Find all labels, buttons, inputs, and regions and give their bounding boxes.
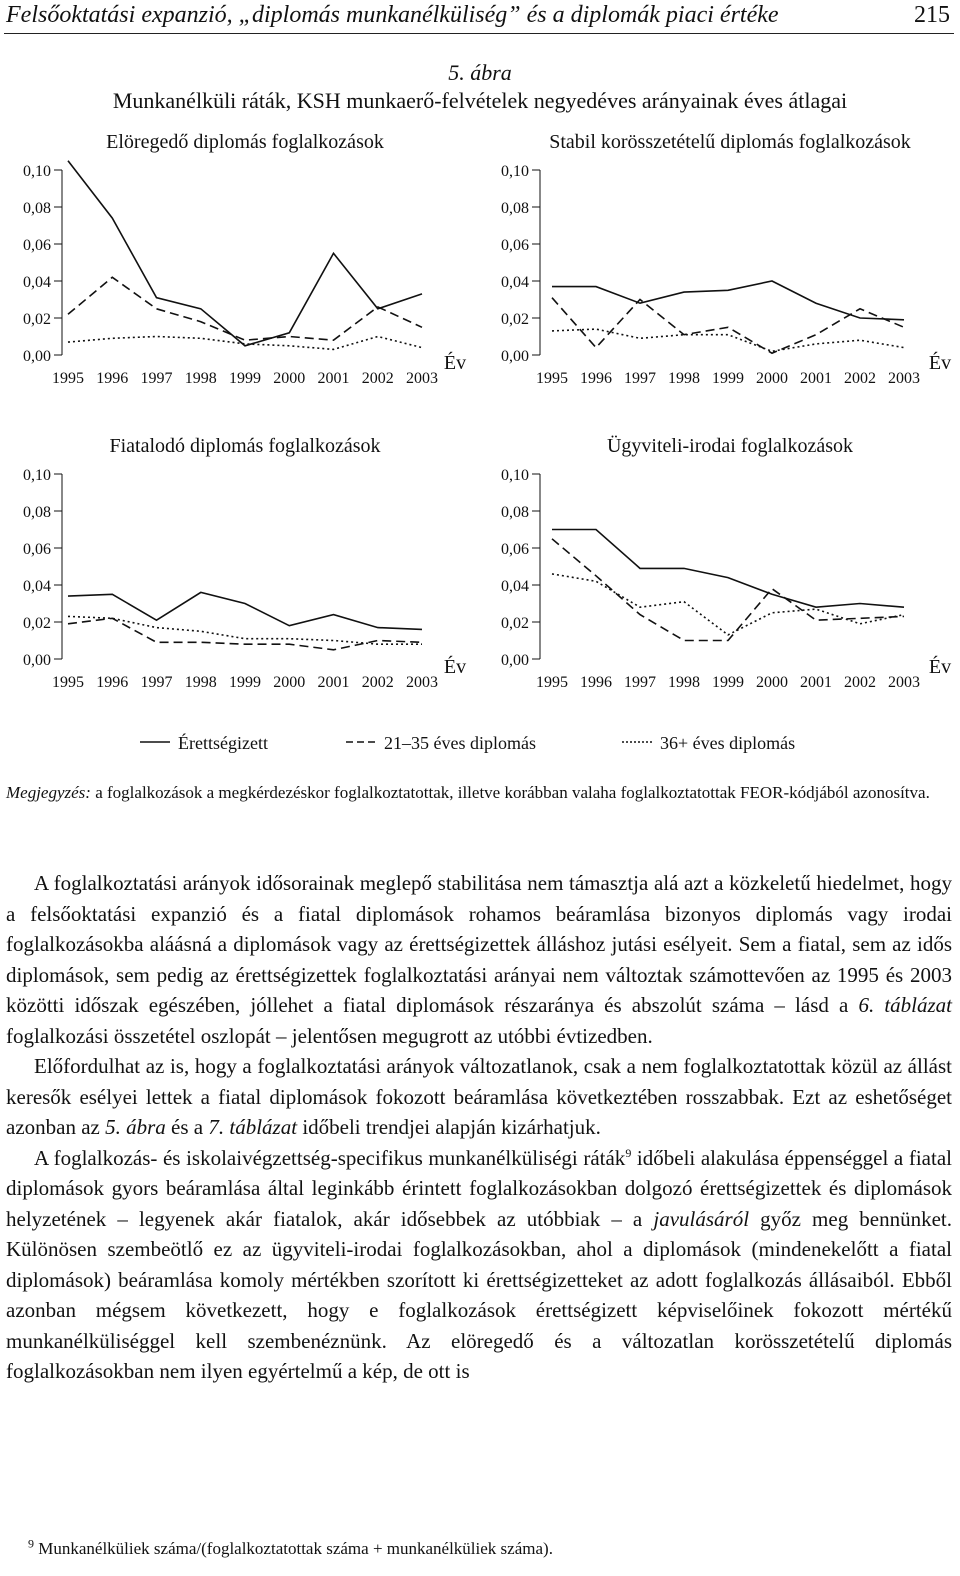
y-tick-label: 0,10 xyxy=(501,163,529,180)
note-text: a foglalkozások a megkérdezéskor foglalkoztatottak, illetve korábban valaha foglalkoztatottak FEOR-kódjából azonosítva. xyxy=(90,783,930,802)
legend-label: 21–35 éves diplomás xyxy=(384,733,536,753)
chart-aging-occupations xyxy=(0,130,480,387)
paragraph-text: A foglalkoztatási arányok idősorainak meglepő stabilitása nem támasztja alá azt a közkeletű hiedelmet, hogy a felsőoktatási expanzió és a fiatal diplomások rohamos beáramlása bizonyos diplomás vagy irodai foglalkozásokba aláásná a diplomások vagy az érettségizettek álláshoz jutási esélyeit. Sem a fiatal, sem az idős diplomások, sem pedig az érettségizettek foglalkoztatási arányai nem változtak számottevően az 1995 és 2003 közötti időszak egészében, jóllehet a fiatal diplomások részaránya és abszolút száma – lásd a xyxy=(6,871,952,1017)
footnote xyxy=(28,1537,950,1561)
y-tick-label: 0,08 xyxy=(501,504,529,521)
x-tick-label: 2001 xyxy=(800,370,832,387)
paragraph-text: időbeli trendjei alapján kizárhatjuk. xyxy=(297,1115,601,1139)
y-tick-label: 0,06 xyxy=(501,237,529,254)
x-tick-label: 2000 xyxy=(756,674,788,691)
x-axis-label: Év xyxy=(928,656,952,678)
chart-title: Ügyviteli-irodai foglalkozások xyxy=(606,435,854,457)
chart-legend xyxy=(0,727,960,759)
x-tick-label: 1996 xyxy=(580,674,612,691)
series-line-2 xyxy=(68,618,422,650)
x-tick-label: 1999 xyxy=(229,674,261,691)
series-line-2 xyxy=(68,277,422,340)
series-line-1 xyxy=(68,592,422,629)
x-tick-label: 1997 xyxy=(624,674,656,691)
footnote-marker: 9 xyxy=(625,1145,632,1160)
page-number: 215 xyxy=(914,2,950,28)
x-axis-label: Év xyxy=(443,352,467,374)
x-tick-label: 2000 xyxy=(273,370,306,387)
x-tick-label: 2003 xyxy=(406,674,438,691)
y-tick-label: 0,06 xyxy=(23,541,51,558)
emphasis: javulásáról xyxy=(653,1206,750,1231)
x-tick-label: 1995 xyxy=(52,370,84,387)
chart-title: Elöregedő diplomás foglalkozások xyxy=(106,131,384,153)
legend-swatch-solid xyxy=(140,737,170,747)
footnote-text: Munkanélküliek száma/(foglalkoztatottak száma + munkanélküliek száma). xyxy=(34,1539,553,1558)
y-tick-label: 0,06 xyxy=(501,541,529,558)
x-tick-label: 1997 xyxy=(140,674,173,691)
x-tick-label: 2003 xyxy=(888,674,920,691)
header-rule xyxy=(4,33,954,34)
legend-label: 36+ éves diplomás xyxy=(660,733,796,753)
y-tick-label: 0,08 xyxy=(23,504,51,521)
x-tick-label: 1998 xyxy=(668,674,700,691)
paragraph-text: A foglalkozás- és iskolaivégzettség-specifikus munkanélküliségi ráták xyxy=(34,1145,626,1170)
running-title: Felsőoktatási expanzió, „diplomás munkanélküliség” és a diplomák piaci értéke xyxy=(6,2,779,28)
chart-younging-occupations xyxy=(0,434,480,694)
series-line-3 xyxy=(68,616,422,644)
x-tick-label: 2000 xyxy=(756,370,788,387)
y-tick-label: 0,02 xyxy=(501,311,529,328)
x-tick-label: 2003 xyxy=(888,370,920,387)
y-tick-label: 0,04 xyxy=(23,578,51,595)
y-tick-label: 0,10 xyxy=(23,467,51,484)
note-lead: Megjegyzés: xyxy=(6,783,91,802)
y-tick-label: 0,10 xyxy=(23,163,51,180)
x-tick-label: 2002 xyxy=(844,370,876,387)
x-tick-label: 1999 xyxy=(229,370,261,387)
y-tick-label: 0,04 xyxy=(501,274,529,291)
x-tick-label: 2001 xyxy=(317,370,350,387)
legend-swatch-dotted xyxy=(622,737,652,747)
y-tick-label: 0,00 xyxy=(501,652,529,669)
y-tick-label: 0,04 xyxy=(23,274,51,291)
chart-title: Stabil korösszetételű diplomás foglalkozások xyxy=(549,131,911,153)
chart-stable-occupations xyxy=(480,130,960,387)
x-tick-label: 1996 xyxy=(580,370,612,387)
x-axis-label: Év xyxy=(928,352,952,374)
y-tick-label: 0,08 xyxy=(23,200,51,217)
x-tick-label: 2001 xyxy=(800,674,832,691)
figure-title: Munkanélküli ráták, KSH munkaerő-felvételek negyedéves arányainak éves átlagai xyxy=(112,88,848,113)
x-tick-label: 1997 xyxy=(624,370,656,387)
x-tick-label: 1998 xyxy=(184,370,217,387)
series-line-3 xyxy=(68,337,422,350)
series-line-3 xyxy=(552,329,904,351)
x-tick-label: 1995 xyxy=(52,674,84,691)
paragraph-1 xyxy=(6,868,952,1051)
y-tick-label: 0,02 xyxy=(501,615,529,632)
series-line-1 xyxy=(552,530,904,608)
x-tick-label: 2002 xyxy=(844,674,876,691)
y-tick-label: 0,00 xyxy=(501,348,529,365)
y-tick-label: 0,02 xyxy=(23,615,51,632)
series-line-1 xyxy=(68,161,422,346)
paragraph-text: és a xyxy=(165,1115,209,1139)
paragraph-2 xyxy=(6,1051,952,1143)
x-tick-label: 1995 xyxy=(536,370,568,387)
running-head xyxy=(6,0,950,30)
y-tick-label: 0,04 xyxy=(501,578,529,595)
x-tick-label: 2001 xyxy=(317,674,350,691)
legend-label: Érettségizett xyxy=(178,733,268,753)
x-tick-label: 2002 xyxy=(361,674,394,691)
x-axis-label: Év xyxy=(443,656,467,678)
figure-reference: 5. ábra xyxy=(105,1115,166,1139)
x-tick-label: 2003 xyxy=(406,370,438,387)
legend-swatch-dashed xyxy=(346,737,376,747)
y-tick-label: 0,08 xyxy=(501,200,529,217)
paragraph-text: időbeli alakulása éppenséggel a fiatal diplomások gyors beáramlása által leginkább érintett foglalkozásokban dolgozó érettségizettek és diplomások helyzetének – legyenek akár fiatalok, akár idősebbek az utóbbiak – a xyxy=(6,1145,952,1231)
table-reference: 6. táblázat xyxy=(858,993,952,1017)
x-tick-label: 1997 xyxy=(140,370,173,387)
paragraph-3 xyxy=(6,1143,952,1387)
chart-title: Fiatalodó diplomás foglalkozások xyxy=(109,435,381,457)
footnote-number: 9 xyxy=(28,1536,34,1551)
x-tick-label: 1996 xyxy=(96,370,129,387)
x-tick-label: 2002 xyxy=(361,370,394,387)
table-reference: 7. táblázat xyxy=(208,1115,298,1139)
figure-number: 5. ábra xyxy=(448,60,512,85)
body-text xyxy=(6,868,952,1387)
x-tick-label: 1999 xyxy=(712,674,744,691)
x-tick-label: 1999 xyxy=(712,370,744,387)
paragraph-text: Előfordulhat az is, hogy a foglalkoztatási arányok változatlanok, csak a nem foglalkoztatottak közül az állást keresők esélyei lettek a fiatal diplomások fokozott beáramlása következtében rosszabbak. Ezt az eshetőséget azonban az xyxy=(6,1054,952,1139)
y-tick-label: 0,10 xyxy=(501,467,529,484)
series-line-2 xyxy=(552,539,904,641)
chart-clerical-occupations xyxy=(480,434,960,694)
series-line-2 xyxy=(552,298,904,354)
y-tick-label: 0,00 xyxy=(23,652,51,669)
x-tick-label: 1998 xyxy=(184,674,217,691)
paragraph-text: győz meg bennünket. Különösen szembeötlő ez az ügyviteli-irodai foglalkozásokban, ahol a diplomások (mindenekelőtt a fiatal diplomások) beáramlása komoly mértékben szorított ki érettségizetteket az adott foglalkozás állásaiból. Ebből azonban mégsem következett, hogy e foglalkozások érettségizett képviselőinek fokozott mértékű munkanélküliséggel kell szembenéznünk. Az elöregedő és a változatlan korösszetételű diplomás foglalkozásokban nem ilyen egyértelmű a kép, de ott is xyxy=(6,1206,953,1383)
y-tick-label: 0,06 xyxy=(23,237,51,254)
figure-note xyxy=(6,780,948,806)
x-tick-label: 1996 xyxy=(96,674,129,691)
x-tick-label: 1995 xyxy=(536,674,568,691)
x-tick-label: 1998 xyxy=(668,370,700,387)
y-tick-label: 0,00 xyxy=(23,348,51,365)
y-tick-label: 0,02 xyxy=(23,311,51,328)
paragraph-text: foglalkozási összetétel oszlopát – jelentősen megugrott az utóbbi évtizedben. xyxy=(6,1023,653,1048)
x-tick-label: 2000 xyxy=(273,674,306,691)
